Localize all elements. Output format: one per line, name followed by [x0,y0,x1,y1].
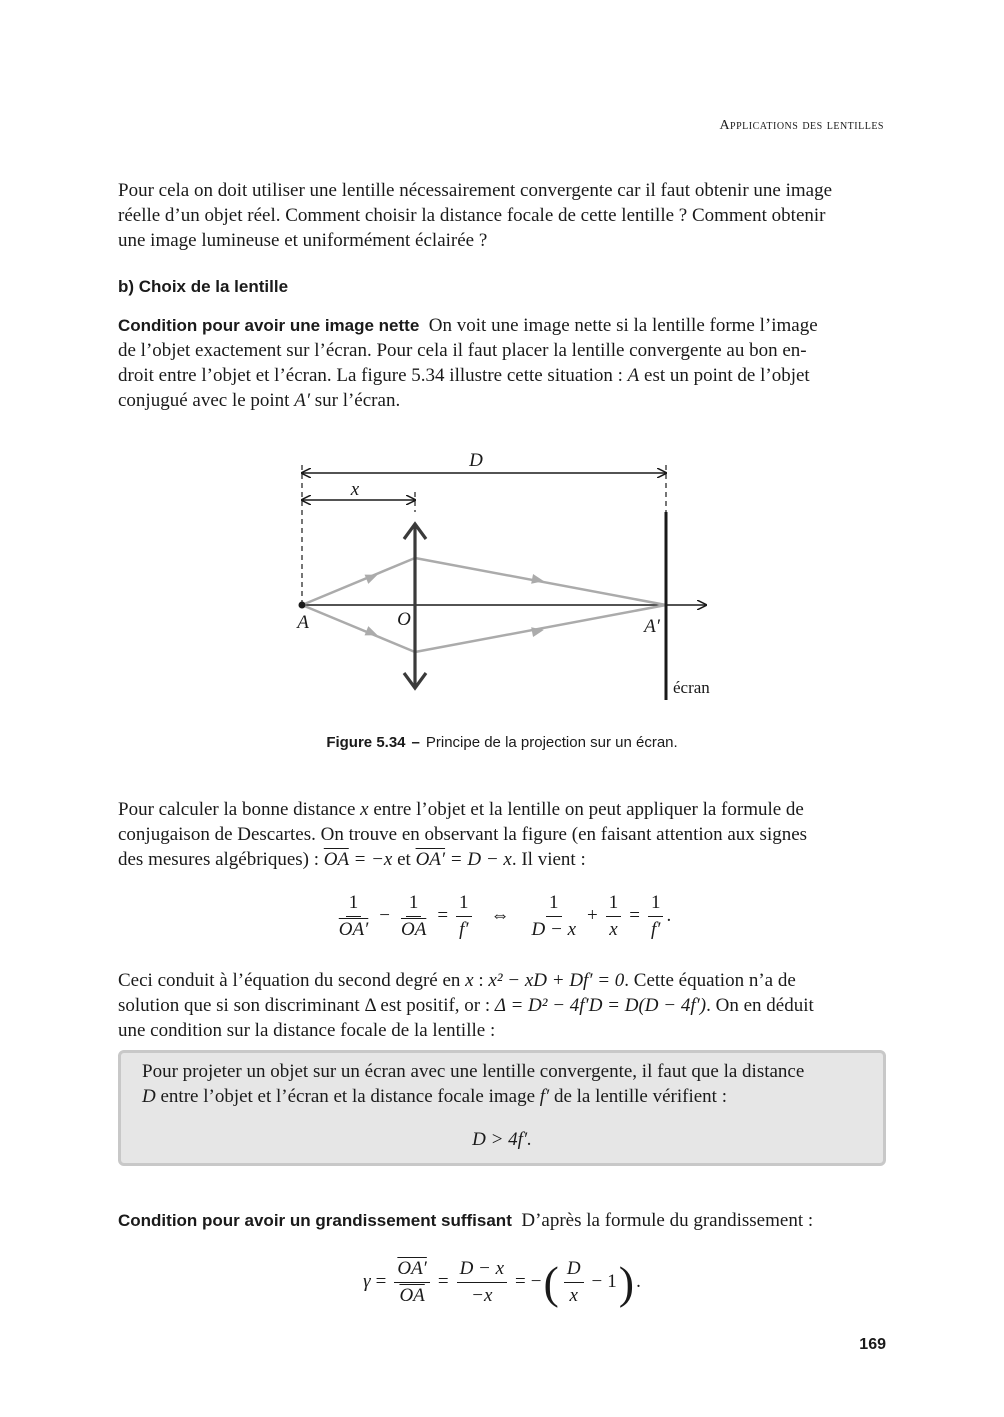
var-fprime: f′ [539,1086,550,1107]
numerator: 1 [406,892,422,917]
result-box-text [142,1059,864,1109]
numerator: 1 [546,892,562,917]
denominator-oa: OA [399,1285,425,1306]
intro-line: Pour cela on doit utiliser une lentille nécessairement convergente car il faut obtenir une image [118,180,833,201]
ray-direction-arrow [531,574,545,586]
plus-sign: + [587,904,598,926]
label-d: D [469,450,483,471]
label-x: x [350,479,360,500]
numerator-oaprime: OA′ [394,1258,429,1283]
denominator-x: x [609,919,618,940]
ray-direction-arrow [531,625,545,637]
label-a: A [297,612,309,633]
numerator-d: D [564,1258,584,1283]
point-a-label: A [627,365,640,386]
intro-paragraph [118,178,886,253]
light-ray [415,605,666,652]
label-aprime: A′ [644,616,660,637]
condition-nette-paragraph [118,313,886,413]
var-d: D [142,1086,156,1107]
equals-sign: = [437,904,449,926]
equation-oa: = −x [348,849,393,870]
condition-nette-title: Condition pour avoir une image nette [118,316,420,335]
light-ray [302,558,415,605]
equation-oaprime: = D − x [445,849,512,870]
result-line: Pour projeter un objet sur un écran avec une lentille convergente, il faut que la distance [142,1061,805,1082]
object-point [299,602,306,609]
equals-sign: = [375,1270,387,1292]
text-line: Ceci conduit à l’équation du second degré en [118,970,466,991]
text-line: une condition sur la distance focale de la lentille : [118,1020,496,1041]
period: . [666,904,672,926]
numerator: 1 [606,892,622,917]
denominator-d-minus-x: D − x [531,919,577,940]
denominator-fprime: f′ [459,919,469,940]
calc-line: entre l’objet et la lentille on peut appliquer la formule de [368,799,804,820]
numerator-d-minus-x: D − x [457,1258,507,1283]
gamma-equation [118,1256,886,1309]
denominator-oaprime: OA′ [338,919,369,940]
result-line: de la lentille vérifient : [549,1086,727,1107]
quadratic-equation: x² − xD + Df′ = 0 [488,970,625,991]
projection-figure [0,440,1004,710]
minus-sign: − [379,904,390,926]
result-equation: D > 4f′. [472,1129,532,1150]
text-line: : [473,970,489,991]
condition-nette-line: sur l’écran. [309,390,401,411]
word-et: et [392,849,416,870]
left-paren: ( [543,1257,559,1308]
var-x: x [360,799,369,820]
denominator-oa: OA [400,919,427,940]
gamma-symbol: γ [363,1270,371,1292]
numerator: 1 [648,892,664,917]
measure-oa: $\overline{OA}$ [323,849,349,870]
label-ecran: écran [673,678,710,697]
calc-line: conjugaison de Descartes. On trouve en observant la figure (en faisant attention aux signes [118,824,808,845]
numerator: 1 [346,892,362,917]
ray-direction-arrow [365,626,380,640]
calc-line: des mesures algébriques) : [118,849,324,870]
text-line: solution que si son discriminant Δ est positif, or : [118,995,495,1016]
condition-nette-line: est un point de l’objet [639,365,810,386]
period: . [636,1270,641,1292]
numerator: 1 [456,892,472,917]
condition-grandissement-title: Condition pour avoir un grandissement suffisant [118,1211,512,1230]
condition-grandissement-text: D’après la formule du grandissement : [521,1210,814,1231]
figure-caption [0,734,1004,751]
equals-sign: = [515,1270,526,1292]
caption-dash: – [411,734,420,751]
var-x: x [465,970,474,991]
intro-line: réelle d’un objet réel. Comment choisir la distance focale de cette lentille ? Comment obtenir [118,205,826,226]
equals-sign: = [437,1270,449,1292]
discriminant-equation: Δ = D² − 4f′D = D(D − 4f′) [494,995,707,1016]
page-number: 169 [859,1336,886,1353]
label-o: O [397,609,411,630]
ray-direction-arrow [365,570,380,584]
minus-sign: − [530,1270,542,1292]
running-head: Applications des lentilles [719,118,884,133]
denominator-fprime: f′ [650,919,661,940]
denominator-x: x [569,1285,578,1306]
equals-sign: = [629,904,640,926]
caption-text: Principe de la projection sur un écran. [425,734,678,751]
condition-grandissement-paragraph [118,1208,886,1233]
result-line: entre l’objet et l’écran et la distance focale image [155,1086,540,1107]
calc-line: Pour calculer la bonne distance [118,799,361,820]
condition-nette-text: On voit une image nette si la lentille forme l’image [428,315,818,336]
minus-sign: − [591,1270,603,1292]
calc-line: . Il vient : [511,849,586,870]
text-line: . On en déduit [706,995,814,1016]
right-paren: ) [618,1257,635,1308]
equivalence-sign: ⇔ [490,904,510,926]
intro-line: une image lumineuse et uniformément éclairée ? [118,230,488,251]
calc-paragraph [118,797,886,872]
section-heading: b) Choix de la lentille [118,277,289,296]
condition-nette-line: droit entre l’objet et l’écran. La figure 5.34 illustre cette situation : [118,365,628,386]
point-aprime-label: A′ [294,390,310,411]
condition-nette-line: conjugué avec le point [118,390,295,411]
descartes-equation [118,892,886,941]
text-line: . Cette équation n’a de [624,970,796,991]
condition-nette-line: de l’objet exactement sur l’écran. Pour cela il faut placer la lentille convergente au bon en- [118,340,807,361]
constant-one: 1 [607,1270,617,1292]
denominator-neg-x: −x [471,1285,493,1306]
measure-oaprime: OA′ [415,849,446,870]
caption-number: Figure 5.34 [326,734,406,751]
second-degree-paragraph [118,968,886,1043]
